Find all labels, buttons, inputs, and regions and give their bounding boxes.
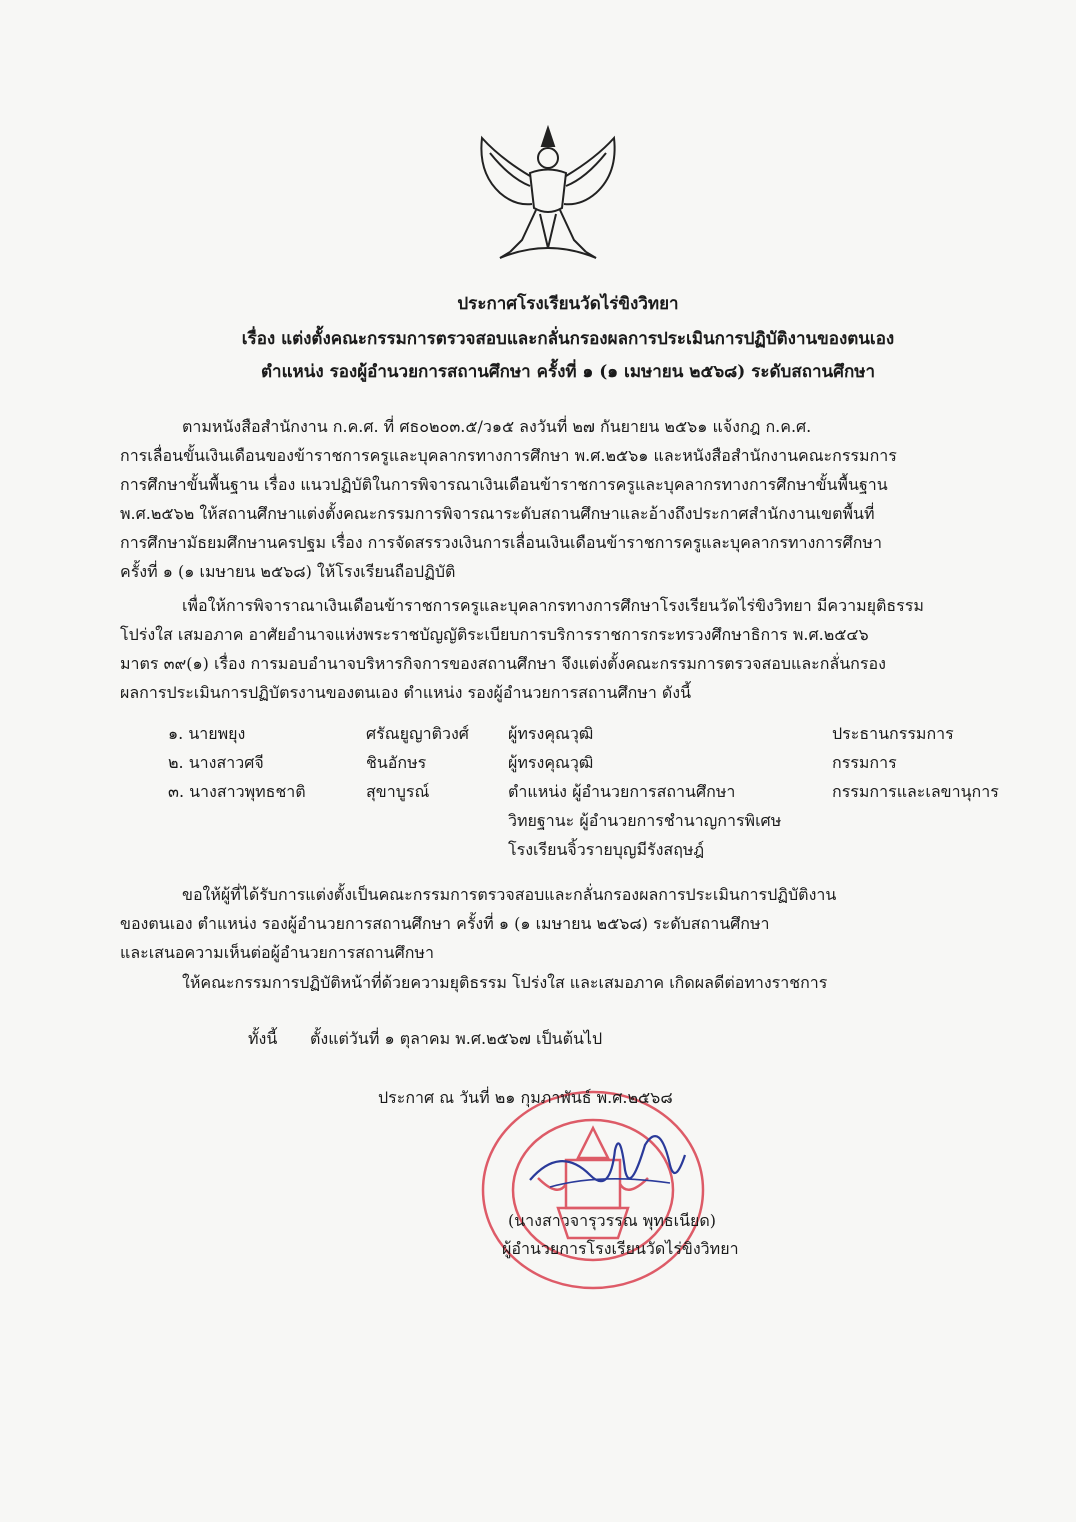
paragraph-line: และเสนอความเห็นต่อผู้อำนวยการสถานศึกษา (120, 943, 434, 962)
committee-member-surname: ศรัณยูญาติวงศ์ (366, 724, 469, 743)
committee-member-surname: ชินอักษร (366, 753, 427, 772)
paragraph-line: เพื่อให้การพิจาราณาเงินเดือนข้าราชการครูและบุคลากรทางการศึกษาโรงเรียนวัดไร่ขิงวิทยา มีความยุติธรรม (182, 596, 924, 615)
signature-icon (520, 1125, 690, 1205)
paragraph-2 (120, 591, 986, 707)
paragraph-line: ผลการประเมินการปฏิบัตรงานของตนเอง ตำแหน่ง รองผู้อำนวยการสถานศึกษา ดังนี้ (120, 683, 692, 702)
paragraph-line: มาตร ๓๙(๑) เรื่อง การมอบอำนาจบริหารกิจการของสถานศึกษา จึงแต่งตั้งคณะกรรมการตรวจสอบและกลั่นกรอง (120, 654, 886, 673)
paragraph-line: การศึกษามัธยมศึกษานครปฐม เรื่อง การจัดสรรวงเงินการเลื่อนเงินเดือนข้าราชการครูและบุคลากรทางการศึกษา (120, 533, 882, 552)
paragraph-1 (120, 412, 986, 586)
paragraph-line: ของตนเอง ตำแหน่ง รองผู้อำนวยการสถานศึกษา ครั้งที่ ๑ (๑ เมษายน ๒๕๖๘) ระดับสถานศึกษา (120, 914, 770, 933)
paragraph-line: พ.ศ.๒๕๖๒ ให้สถานศึกษาแต่งตั้งคณะกรรมการพิจารณาระดับสถานศึกษาและอ้างถึงประกาศสำนักงานเขตพื้นที่ (120, 504, 875, 523)
committee-member-surname: สุขาบูรณ์ (366, 782, 430, 801)
signer-name: (นางสาวจารุวรรณ พุทธเนียด) (508, 1211, 717, 1230)
paragraph-line: ให้คณะกรรมการปฏิบัติหน้าที่ด้วยความยุติธรรม โปร่งใส และเสมอภาค เกิดผลดีต่อทางราชการ (182, 973, 828, 992)
committee-member-academic-rank: วิทยฐานะ ผู้อำนวยการชำนาญการพิเศษ (508, 811, 782, 830)
announcement-subject: เรื่อง แต่งตั้งคณะกรรมการตรวจสอบและกลั่นกรองผลการประเมินการปฏิบัติงานของตนเอง (241, 329, 895, 349)
paragraph-line: การศึกษาขั้นพื้นฐาน เรื่อง แนวปฏิบัติในการพิจารณาเงินเดือนข้าราชการครูและบุคลากรทางการศึกษาขั้นพื้นฐาน (120, 475, 888, 494)
committee-member-name: ๒. นางสาวศจี (168, 753, 264, 772)
committee-member-position: ผู้ทรงคุณวุฒิ (508, 753, 594, 772)
paragraph-line: การเลื่อนขั้นเงินเดือนของข้าราชการครูและบุคลากรทางการศึกษา พ.ศ.๒๕๖๑ และหนังสือสำนักงานคณะกรรมการ (120, 446, 897, 465)
effective-label: ทั้งนี้ (248, 1029, 278, 1048)
paragraph-line: ครั้งที่ ๑ (๑ เมษายน ๒๕๖๘) ให้โรงเรียนถือปฏิบัติ (120, 562, 456, 581)
effective-date: ตั้งแต่วันที่ ๑ ตุลาคม พ.ศ.๒๕๖๗ เป็นต้นไป (310, 1029, 603, 1048)
committee-member-name: ๑. นายพยุง (168, 724, 246, 743)
paragraph-3 (120, 880, 986, 967)
announce-date: ประกาศ ณ วันที่ ๒๑ กุมภาพันธ์ พ.ศ.๒๕๖๘ (378, 1088, 673, 1107)
committee-member-role: กรรมการและเลขานุการ (832, 782, 999, 801)
paragraph-line: โปร่งใส เสมอภาค อาศัยอำนาจแห่งพระราชบัญญัติระเบียบการบริการราชการกระทรวงศึกษาธิการ พ.ศ.๒๕๔๖ (120, 625, 869, 644)
committee-member-position: ตำแหน่ง ผู้อำนวยการสถานศึกษา (508, 782, 736, 801)
committee-member-position: ผู้ทรงคุณวุฒิ (508, 724, 594, 743)
paragraph-line: ตามหนังสือสำนักงาน ก.ค.ศ. ที่ ศธ๐๒๐๓.๕/ว๑๕ ลงวันที่ ๒๗ กันยายน ๒๕๖๑ แจ้งกฎ ก.ค.ศ. (182, 417, 812, 436)
announcement-position: ตำแหน่ง รองผู้อำนวยการสถานศึกษา ครั้งที่ ๑ (๑ เมษายน ๒๕๖๘) ระดับสถานศึกษา (260, 362, 875, 382)
committee-member-name: ๓. นางสาวพุทธชาติ (168, 782, 306, 801)
committee-member-role: กรรมการ (832, 753, 897, 772)
paragraph-line: ขอให้ผู้ที่ได้รับการแต่งตั้งเป็นคณะกรรมการตรวจสอบและกลั่นกรองผลการประเมินการปฏิบัติงาน (182, 885, 837, 904)
signer-title: ผู้อำนวยการโรงเรียนวัดไร่ขิงวิทยา (502, 1239, 739, 1258)
committee-member-school: โรงเรียนจิ้วรายบุญมีรังสฤษฎ์ (508, 840, 705, 859)
committee-member-role: ประธานกรรมการ (832, 724, 954, 743)
announcement-title: ประกาศโรงเรียนวัดไร่ขิงวิทยา (457, 294, 679, 314)
garuda-emblem-icon (470, 118, 626, 268)
paragraph-4 (120, 968, 986, 997)
